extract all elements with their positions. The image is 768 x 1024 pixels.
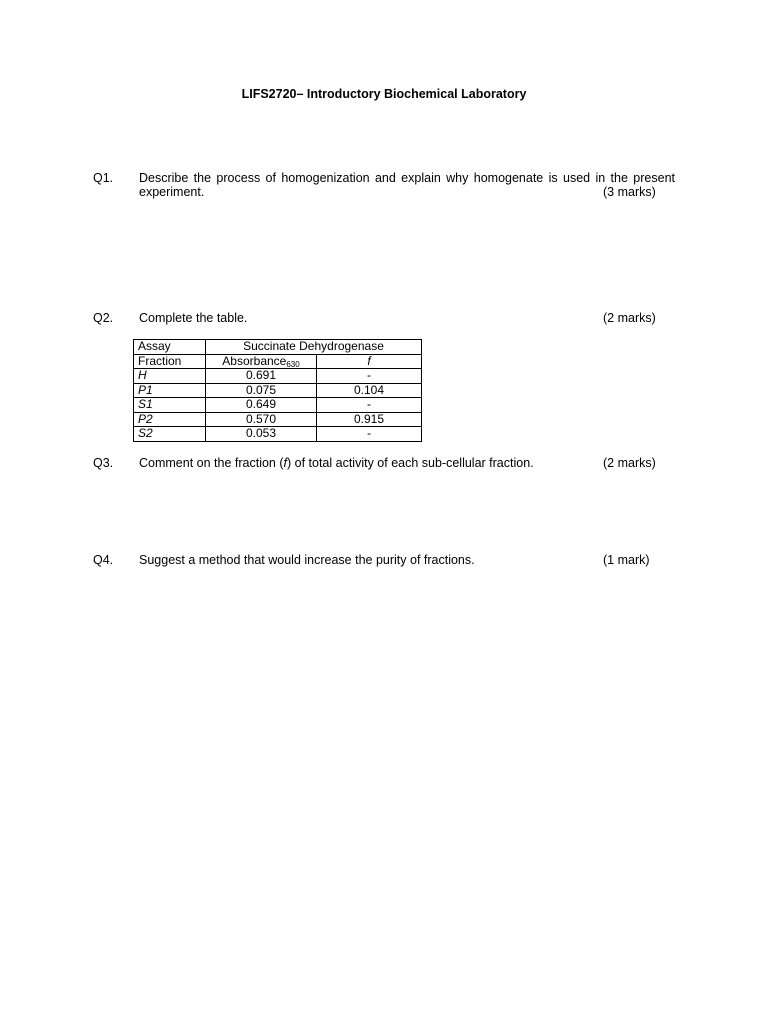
cell-absorbance: 0.053: [206, 427, 317, 442]
table-row: [134, 398, 422, 413]
q4-number: Q4.: [93, 553, 114, 567]
header-assay: Assay: [134, 340, 206, 355]
table-row: [134, 412, 422, 427]
cell-fraction: S1: [134, 398, 206, 413]
cell-f: -: [317, 427, 422, 442]
page-title: LIFS2720– Introductory Biochemical Laboratory: [241, 87, 527, 101]
q1-text-line1: Describe the process of homogenization and explain why homogenate is used in the present: [139, 171, 675, 185]
q1-marks: (3 marks): [603, 185, 656, 199]
table-header-row-1: [134, 340, 422, 355]
cell-fraction: P1: [134, 383, 206, 398]
sdh-data-table: [133, 339, 422, 442]
q3-text: Comment on the fraction (f) of total activity of each sub-cellular fraction.: [139, 456, 534, 470]
table-row: [134, 427, 422, 442]
cell-absorbance: 0.649: [206, 398, 317, 413]
cell-f: -: [317, 398, 422, 413]
table-row: [134, 369, 422, 384]
q3-number: Q3.: [93, 456, 114, 470]
header-succinate-dehydrogenase: Succinate Dehydrogenase: [206, 340, 422, 355]
header-f: f: [317, 354, 422, 369]
q3-marks: (2 marks): [603, 456, 656, 470]
cell-fraction: S2: [134, 427, 206, 442]
q4-marks: (1 mark): [603, 553, 650, 567]
cell-fraction: H: [134, 369, 206, 384]
table-header-row-2: [134, 354, 422, 369]
header-absorbance: Absorbance$_{630}$: [206, 354, 317, 369]
cell-absorbance: 0.570: [206, 412, 317, 427]
table-row: [134, 383, 422, 398]
q1-text-line2: experiment.: [139, 185, 205, 199]
cell-f: 0.915: [317, 412, 422, 427]
cell-f: 0.104: [317, 383, 422, 398]
q2-text: Complete the table.: [139, 311, 248, 325]
cell-absorbance: 0.075: [206, 383, 317, 398]
q2-number: Q2.: [93, 311, 114, 325]
cell-absorbance: 0.691: [206, 369, 317, 384]
q1-number: Q1.: [93, 171, 114, 185]
header-fraction: Fraction: [134, 354, 206, 369]
cell-fraction: P2: [134, 412, 206, 427]
q4-text: Suggest a method that would increase the purity of fractions.: [139, 553, 475, 567]
q2-marks: (2 marks): [603, 311, 656, 325]
cell-f: -: [317, 369, 422, 384]
